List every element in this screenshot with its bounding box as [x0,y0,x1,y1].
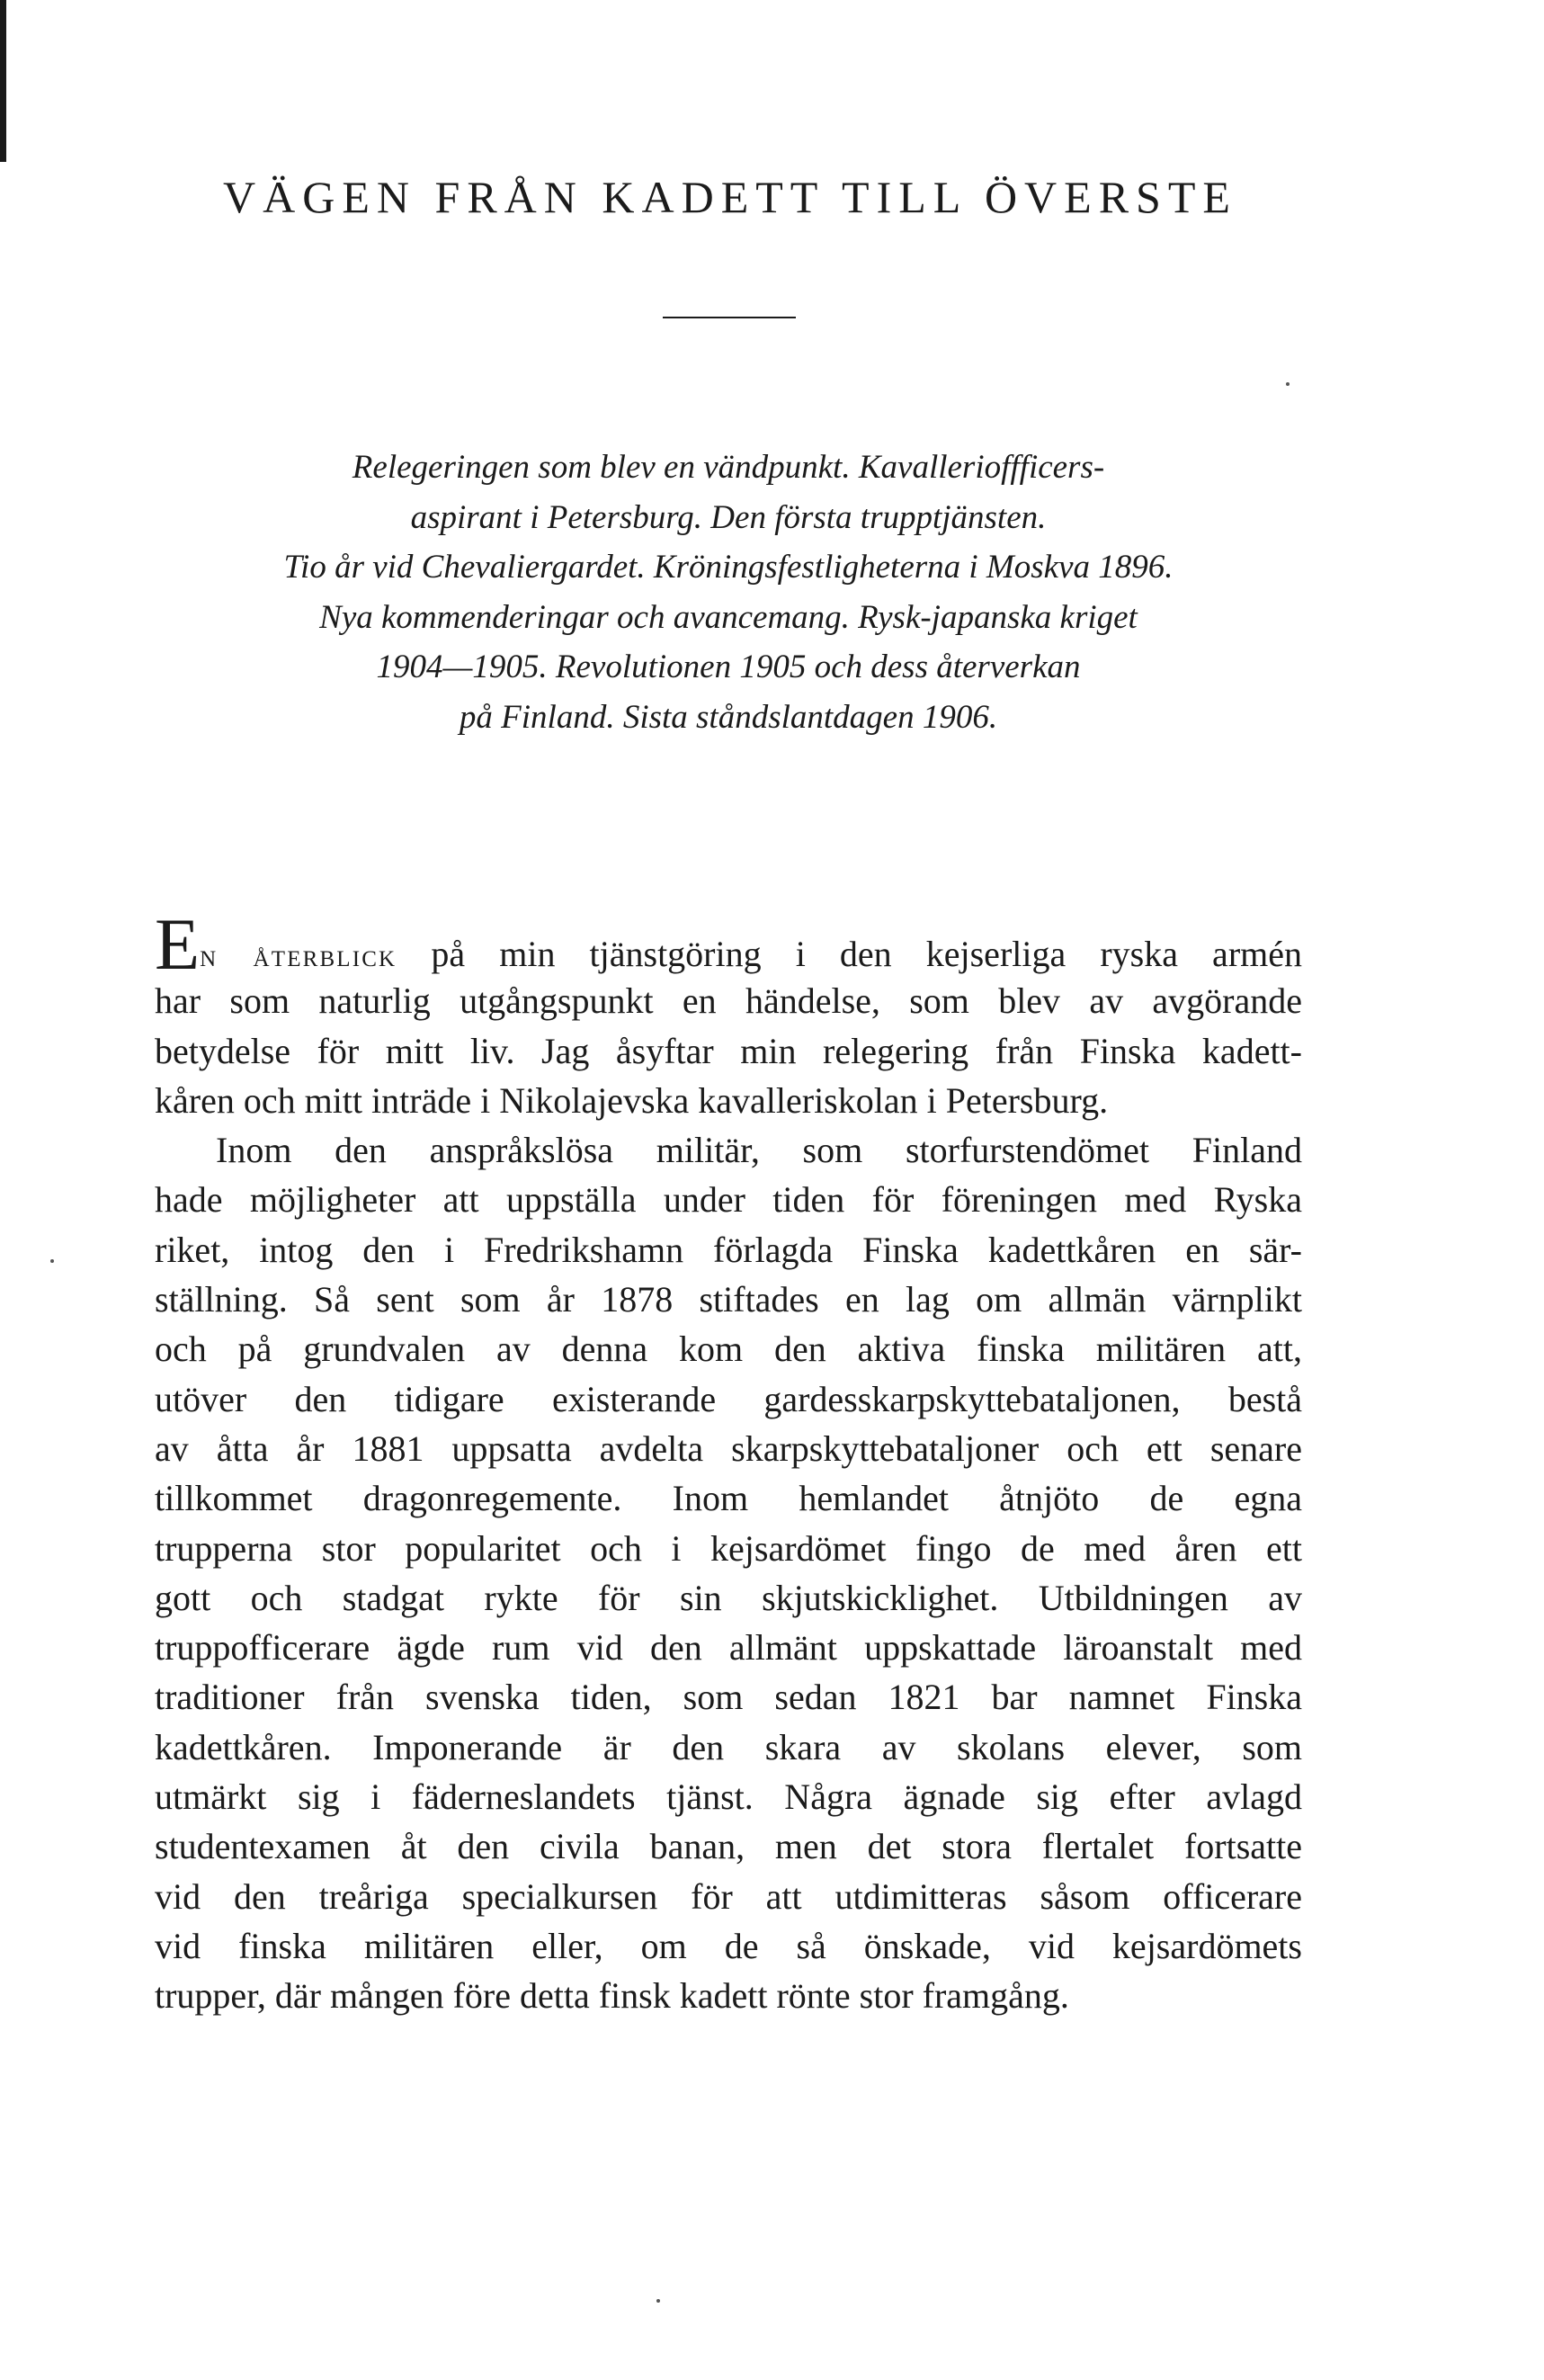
body-line: traditioner från svenska tiden, som sedan 1821 bar namnet Finska [155,1677,1302,1718]
body-line: ställning. Så sent som år 1878 stiftades en lag om allmän värnplikt [155,1279,1302,1320]
body-line: vid den treåriga specialkursen för att utdimitteras såsom officerare [155,1875,1302,1917]
body-line: utmärkt sig i fäderneslandets tjänst. Några ägnade sig efter avlagd [155,1776,1302,1818]
body-line: och på grundvalen av denna kom den aktiva finska militären att, [155,1329,1302,1370]
body-line: kadettkåren. Imponerande är den skara av skolans elever, som [155,1726,1302,1767]
drop-cap: E [155,903,201,985]
body-line: tillkommet dragonregemente. Inom hemlandet åtnjöto de egna [155,1478,1302,1519]
summary-line: aspirant i Petersburg. Den första trupptjänsten. [410,498,1047,536]
body-line: trupper, där mången före detta finsk kadett rönte stor framgång. [155,1975,1069,2017]
opening-rest: på min tjänstgöring i den kejserliga ryska armén [397,934,1303,974]
chapter-summary [207,443,1250,742]
body-line: vid finska militären eller, om de så önskade, vid kejsardömets [155,1925,1302,1966]
summary-line: Nya kommenderingar och avancemang. Rysk-japanska kriget [319,598,1138,636]
opening-smallcaps: n återblick [200,937,397,973]
body-line: kåren och mitt inträde i Nikolajevska kavalleriskolan i Petersburg. [155,1079,1109,1121]
body-line: hade möjligheter att uppställa under tiden för föreningen med Ryska [155,1179,1302,1221]
print-speck [50,1259,54,1263]
body-line: truppofficerare ägde rum vid den allmänt uppskattade läroanstalt med [155,1627,1302,1669]
summary-line: på Finland. Sista ståndslantdagen 1906. [459,698,998,736]
body-line: riket, intog den i Fredrikshamn förlagda Finska kadettkåren en sär- [155,1229,1302,1270]
body-line: av åtta år 1881 uppsatta avdelta skarpskyttebataljoner och ett senare [155,1427,1302,1469]
body-text [155,903,1303,2021]
body-line: trupperna stor popularitet och i kejsardömet fingo de med åren ett [155,1527,1302,1569]
print-speck [656,2299,660,2303]
body-line: betydelse för mitt liv. Jag åsyftar min relegering från Finska kadett- [155,1030,1302,1071]
summary-line: Relegeringen som blev en vändpunkt. Kavallerioffficers- [352,449,1105,486]
title-divider [663,317,796,318]
summary-line: Tio år vid Chevaliergardet. Kröningsfestligheterna i Moskva 1896. [283,549,1174,586]
page-edge-shadow [0,0,6,162]
summary-line: 1904—1905. Revolutionen 1905 och dess återverkan [376,649,1081,685]
print-speck [1286,382,1290,386]
body-line: Inom den anspråkslösa militär, som storfurstendömet Finland [216,1130,1302,1171]
body-line-opening [155,903,1303,985]
body-line: har som naturlig utgångspunkt en händelse, som blev av avgörande [155,980,1302,1022]
body-line: studentexamen åt den civila banan, men det stora flertalet fortsatte [155,1826,1302,1867]
body-line: gott och stadgat rykte för sin skjutskicklighet. Utbildningen av [155,1577,1302,1618]
chapter-title: VÄGEN FRÅN KADETT TILL ÖVERSTE [223,172,1237,222]
body-line: utöver den tidigare existerande gardesskarpskyttebataljonen, bestå [155,1378,1302,1419]
